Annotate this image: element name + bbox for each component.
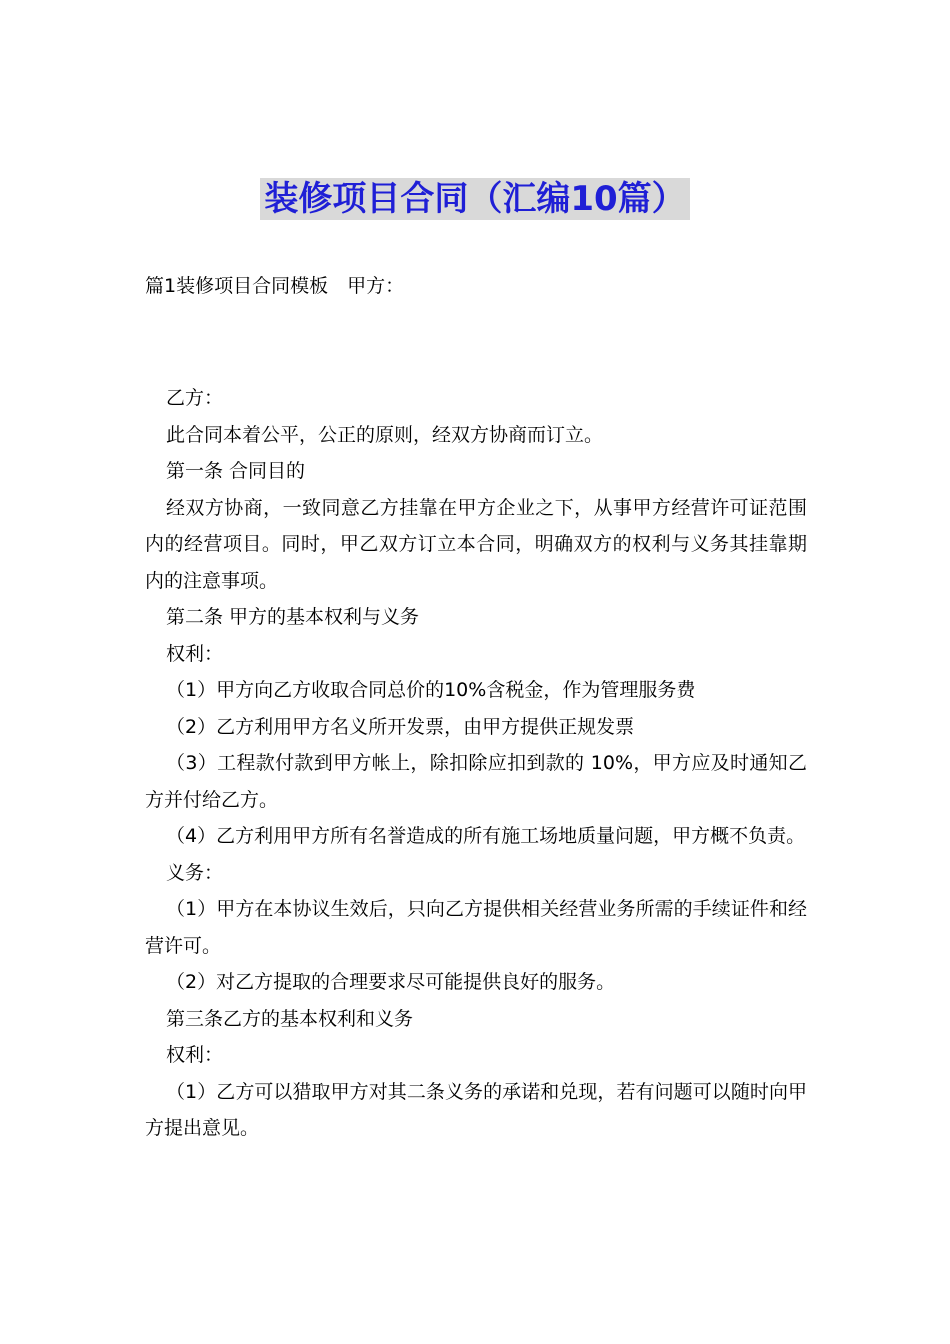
document-title: 装修项目合同（汇编10篇） [260,178,689,220]
paragraph: 义务： [166,861,224,884]
paragraph: 经双方协商，一致同意乙方挂靠在甲方企业之下，从事甲方经营许可证范围内的经营项目。同时，甲乙双方订立本合同，明确双方的权利与义务其挂靠期内的注意事项。 [145,496,807,592]
paragraph: 此合同本着公平，公正的原则，经双方协商而订立。 [166,423,604,446]
list-item: （1）乙方可以猎取甲方对其二条义务的承诺和兑现，若有问题可以随时向甲方提出意见。 [145,1080,807,1139]
article-heading: 第二条 甲方的基本权利与义务 [166,606,420,628]
list-item: （2）乙方利用甲方名义所开发票，由甲方提供正规发票 [166,715,635,738]
article-heading: 第一条 合同目的 [166,460,306,482]
title-container [0,178,950,220]
list-item: （1）甲方向乙方收取合同总价的10%含税金，作为管理服务费 [166,679,696,701]
list-item: （3）工程款付款到甲方帐上，除扣除应扣到款的 10%，甲方应及时通知乙方并付给乙方。 [145,752,807,811]
list-item: （1）甲方在本协议生效后，只向乙方提供相关经营业务所需的手续证件和经营许可。 [145,898,807,957]
paragraph: 权利： [166,642,224,665]
article-heading: 第三条乙方的基本权利和义务 [166,1007,414,1030]
document-body [145,380,807,1147]
paragraph: 权利： [166,1044,224,1066]
list-item: （4）乙方利用甲方所有名誉造成的所有施工场地质量问题，甲方概不负责。 [166,825,806,847]
section-heading: 篇1装修项目合同模板 甲方： [145,275,405,297]
list-item: （2）对乙方提取的合理要求尽可能提供良好的服务。 [166,971,616,993]
paragraph: 乙方： [166,387,224,409]
